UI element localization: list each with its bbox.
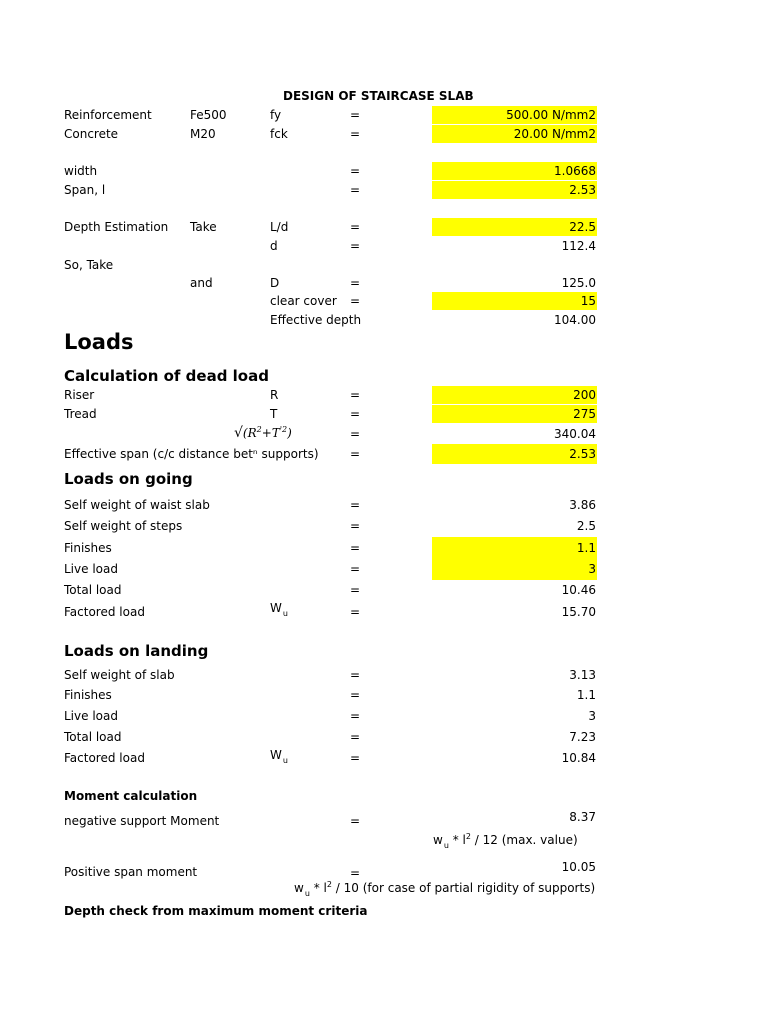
equals-sign: = <box>350 164 361 178</box>
going-row-label: Total load <box>64 583 122 597</box>
negative-moment-label: negative support Moment <box>64 814 220 828</box>
depth-check-heading: Depth check from maximum moment criteria <box>64 904 368 918</box>
fy-value: 500.00 N/mm2 <box>506 108 596 122</box>
equals-sign: = <box>350 127 361 141</box>
negative-moment-formula: $w_u * l^2 / 12$ (max. value) <box>433 832 578 850</box>
equals-sign: = <box>350 814 361 828</box>
going-row-label: Live load <box>64 562 118 576</box>
going-row-label: Self weight of waist slab <box>64 498 210 512</box>
equals-sign: = <box>350 220 361 234</box>
take-label: Take <box>190 220 217 234</box>
going-row-value: 10.46 <box>561 583 596 597</box>
going-row-value: 15.70 <box>561 605 596 619</box>
equals-sign: = <box>350 688 361 702</box>
equals-sign: = <box>350 709 361 723</box>
span-label: Span, l <box>64 183 106 197</box>
equals-sign: = <box>350 605 361 619</box>
equals-sign: = <box>350 388 361 402</box>
equals-sign: = <box>350 668 361 682</box>
going-row-label: Finishes <box>64 541 112 555</box>
reinforcement-label: Reinforcement <box>64 108 152 122</box>
dead-load-heading: Calculation of dead load <box>64 367 269 385</box>
equals-sign: = <box>350 730 361 744</box>
wu-symbol: $W_u$ <box>270 601 288 618</box>
wu-symbol: $W_u$ <box>270 748 288 765</box>
width-value: 1.0668 <box>554 164 596 178</box>
depth-estimation-label: Depth Estimation <box>64 220 169 234</box>
and-label: and <box>190 276 213 290</box>
landing-row-value: 7.23 <box>569 730 596 744</box>
equals-sign: = <box>350 519 361 533</box>
width-label: width <box>64 164 98 178</box>
D-value: 125.0 <box>561 276 596 290</box>
hypotenuse-formula: $√(R^2+T^{'2})$ <box>234 425 292 441</box>
T-symbol: T <box>270 407 278 421</box>
going-row-label: Self weight of steps <box>64 519 183 533</box>
going-row-value: 1.1 <box>576 541 596 555</box>
riser-label: Riser <box>64 388 95 402</box>
riser-value: 200 <box>573 388 596 402</box>
effective-span-value: 2.53 <box>569 447 596 461</box>
d-value: 112.4 <box>561 239 596 253</box>
tread-value: 275 <box>573 407 596 421</box>
page-title: DESIGN OF STAIRCASE SLAB <box>283 89 474 103</box>
loads-on-landing-heading: Loads on landing <box>64 642 209 660</box>
equals-sign: = <box>350 294 361 308</box>
equals-sign: = <box>350 183 361 197</box>
going-row-label: Factored load <box>64 605 145 619</box>
loads-heading: Loads <box>64 330 134 354</box>
going-row-value: 3 <box>588 562 596 576</box>
hypotenuse-value: 340.04 <box>554 427 596 441</box>
landing-row-label: Factored load <box>64 751 145 765</box>
equals-sign: = <box>350 276 361 290</box>
landing-row-value: 10.84 <box>561 751 596 765</box>
going-row-value: 3.86 <box>569 498 596 512</box>
positive-moment-value: 10.05 <box>561 860 596 874</box>
equals-sign: = <box>350 541 361 555</box>
landing-row-value: 3.13 <box>569 668 596 682</box>
concrete-grade: M20 <box>190 127 216 141</box>
fck-value: 20.00 N/mm2 <box>513 127 596 141</box>
ld-value: 22.5 <box>569 220 596 234</box>
d-symbol: d <box>270 239 278 253</box>
R-symbol: R <box>270 388 279 402</box>
D-symbol: D <box>270 276 280 290</box>
equals-sign: = <box>350 562 361 576</box>
positive-moment-formula: $w_u * l^2 / 10$ (for case of partial rigidity of supports) <box>294 880 596 898</box>
moment-calculation-heading: Moment calculation <box>64 789 198 803</box>
equals-sign: = <box>350 751 361 765</box>
effective-span-label: Effective span (c/c distance betⁿ supports) <box>64 447 319 461</box>
positive-moment-label: Positive span moment <box>64 865 198 879</box>
landing-row-label: Self weight of slab <box>64 668 175 682</box>
ld-symbol: L/d <box>270 220 289 234</box>
equals-sign: = <box>350 583 361 597</box>
clear-cover-label: clear cover <box>270 294 337 308</box>
landing-row-label: Total load <box>64 730 122 744</box>
span-value: 2.53 <box>569 183 596 197</box>
so-take-label: So, Take <box>64 258 114 272</box>
equals-sign: = <box>350 447 361 461</box>
landing-row-value: 1.1 <box>576 688 596 702</box>
effective-depth-label: Effective depth <box>270 313 362 327</box>
loads-on-going-heading: Loads on going <box>64 470 193 488</box>
equals-sign: = <box>350 239 361 253</box>
equals-sign: = <box>350 407 361 421</box>
concrete-label: Concrete <box>64 127 119 141</box>
equals-sign: = <box>350 108 361 122</box>
equals-sign: = <box>350 498 361 512</box>
going-row-value: 2.5 <box>576 519 596 533</box>
clear-cover-value: 15 <box>580 294 596 308</box>
landing-row-label: Finishes <box>64 688 112 702</box>
tread-label: Tread <box>64 407 97 421</box>
landing-row-label: Live load <box>64 709 118 723</box>
landing-row-value: 3 <box>588 709 596 723</box>
negative-moment-value: 8.37 <box>569 810 596 824</box>
effective-depth-value: 104.00 <box>554 313 596 327</box>
equals-sign: = <box>350 427 361 441</box>
reinforcement-grade: Fe500 <box>190 108 227 122</box>
fy-symbol: fy <box>270 108 282 122</box>
fck-symbol: fck <box>270 127 288 141</box>
equals-sign: = <box>350 866 361 880</box>
